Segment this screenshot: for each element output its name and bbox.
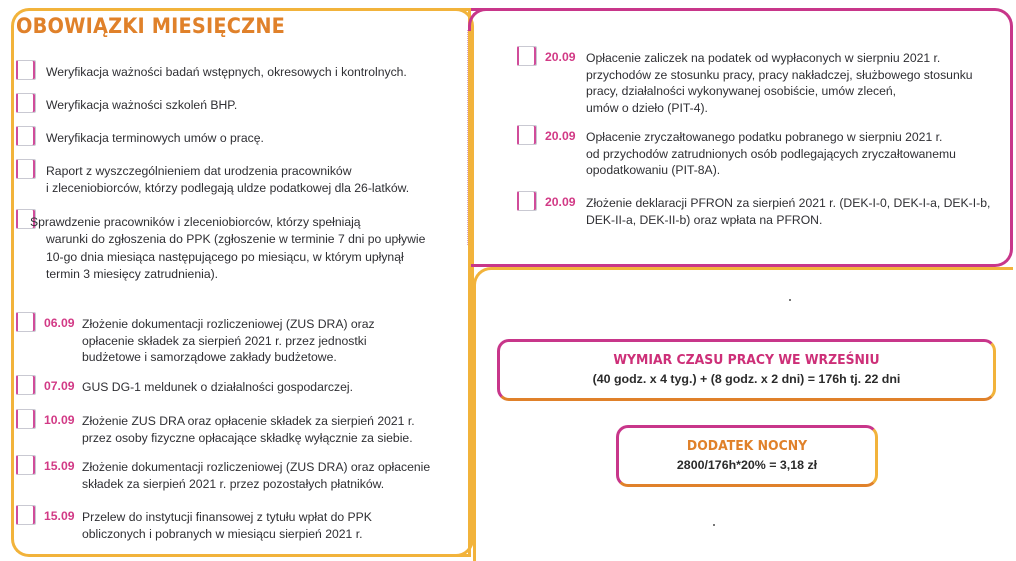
night-bonus-value: 2800/176h*20% = 3,18 zł: [676, 458, 818, 472]
checkbox[interactable]: [16, 455, 36, 475]
checkbox[interactable]: [16, 312, 36, 332]
checkbox[interactable]: [16, 409, 36, 429]
summary-panel: [473, 267, 1013, 561]
work-time-value: (40 godz. x 4 tyg.) + (8 godz. x 2 dni) = 176h tj. 22 dni: [592, 372, 901, 386]
deadline-date: 15.09: [44, 509, 75, 523]
checkbox[interactable]: [16, 126, 36, 146]
checkbox[interactable]: [16, 505, 36, 525]
item-text: Opłacenie zaliczek na podatek od wypłaconych w sierpniu 2021 r. przychodów ze stosunku pracy, pracy nakładczej, służbowego stosunku pracy, działalności wykonywanej osobiście, umów zleceń, umów o dzieło (PIT-4).: [586, 51, 973, 115]
checklist-item: [16, 60, 407, 81]
item-text: GUS DG-1 meldunek o działalności gospodarczej.: [82, 380, 353, 394]
checklist-item: [16, 209, 425, 283]
deadline-item: [517, 191, 990, 228]
deadline-date: 06.09: [44, 316, 75, 330]
item-text: Weryfikacja ważności szkoleń BHP.: [46, 98, 238, 112]
checkbox[interactable]: [16, 159, 36, 179]
item-text: Raport z wyszczególnieniem dat urodzenia pracowników i zleceniobiorców, którzy podlegają uldze podatkowej dla 26-latków.: [46, 164, 410, 195]
checkbox[interactable]: [517, 125, 537, 145]
item-text: Sprawdzenie pracowników i zleceniobiorców, którzy spełniają warunki do zgłoszenia do PPK (zgłoszenie w terminie 7 dni po upływie 10-go dnia miesiąca następującego po miesiącu, w którym upłynął termin 3 miesięcy zatrudnienia).: [30, 215, 426, 281]
deadline-date: 20.09: [545, 195, 576, 209]
item-text: Przelew do instytucji finansowej z tytułu wpłat do PPK obliczonych i pobranych w miesiącu sierpień 2021 r.: [82, 510, 372, 541]
item-text: Złożenie dokumentacji rozliczeniowej (ZUS DRA) oraz opłacenie składek za sierpień 2021 r. przez jednostki budżetowe i samorządowe zakłady budżetowe.: [82, 317, 375, 365]
item-text: Złożenie ZUS DRA oraz opłacenie składek za sierpień 2021 r. przez osoby fizyczne opłacające składkę wyłącznie za siebie.: [82, 414, 415, 445]
deadline-item: [517, 46, 973, 116]
deadline-item: [16, 455, 430, 492]
night-bonus-box: [616, 425, 878, 487]
checkbox[interactable]: [16, 93, 36, 113]
deadline-date: 20.09: [545, 50, 576, 64]
deadline-item: [517, 125, 956, 179]
checkbox[interactable]: [16, 60, 36, 80]
stray-dot: [713, 524, 715, 526]
item-text: Złożenie dokumentacji rozliczeniowej (ZUS DRA) oraz opłacenie składek za sierpień 2021 r. przez pozostałych płatników.: [82, 460, 431, 491]
item-text: Opłacenie zryczałtowanego podatku pobranego w sierpniu 2021 r. od przychodów zatrudnionych osób podlegających zryczałtowanemu opodatkowaniu (PIT-8A).: [586, 130, 956, 178]
item-text: Złożenie deklaracji PFRON za sierpień 2021 r. (DEK-I-0, DEK-I-a, DEK-I-b, DEK-II-a, DEK-II-b) oraz wpłata na PFRON.: [586, 196, 991, 227]
deadline-date: 10.09: [44, 413, 75, 427]
checkbox[interactable]: [517, 46, 537, 66]
deadline-date: 07.09: [44, 379, 75, 393]
deadline-item: [16, 409, 415, 446]
checklist-item: [16, 159, 409, 196]
checklist-item: [16, 126, 264, 147]
deadline-date: 20.09: [545, 129, 576, 143]
item-text: Weryfikacja terminowych umów o pracę.: [46, 131, 264, 145]
work-time-title: WYMIAR CZASU PRACY WE WRZEŚNIU: [613, 352, 880, 368]
night-bonus-title: DODATEK NOCNY: [686, 438, 808, 454]
item-text: Weryfikacja ważności badań wstępnych, okresowych i kontrolnych.: [46, 65, 407, 79]
deadline-date: 15.09: [44, 459, 75, 473]
checklist-item: [16, 93, 237, 114]
deadline-item: [16, 505, 372, 542]
deadline-item: [16, 375, 353, 396]
stray-dot: [789, 299, 791, 301]
panel-title: OBOWIĄZKI MIESIĘCZNE: [16, 14, 286, 38]
work-time-box: [497, 339, 996, 401]
checkbox[interactable]: [517, 191, 537, 211]
dotted-divider: [467, 30, 468, 245]
deadline-item: [16, 312, 375, 366]
checkbox[interactable]: [16, 375, 36, 395]
